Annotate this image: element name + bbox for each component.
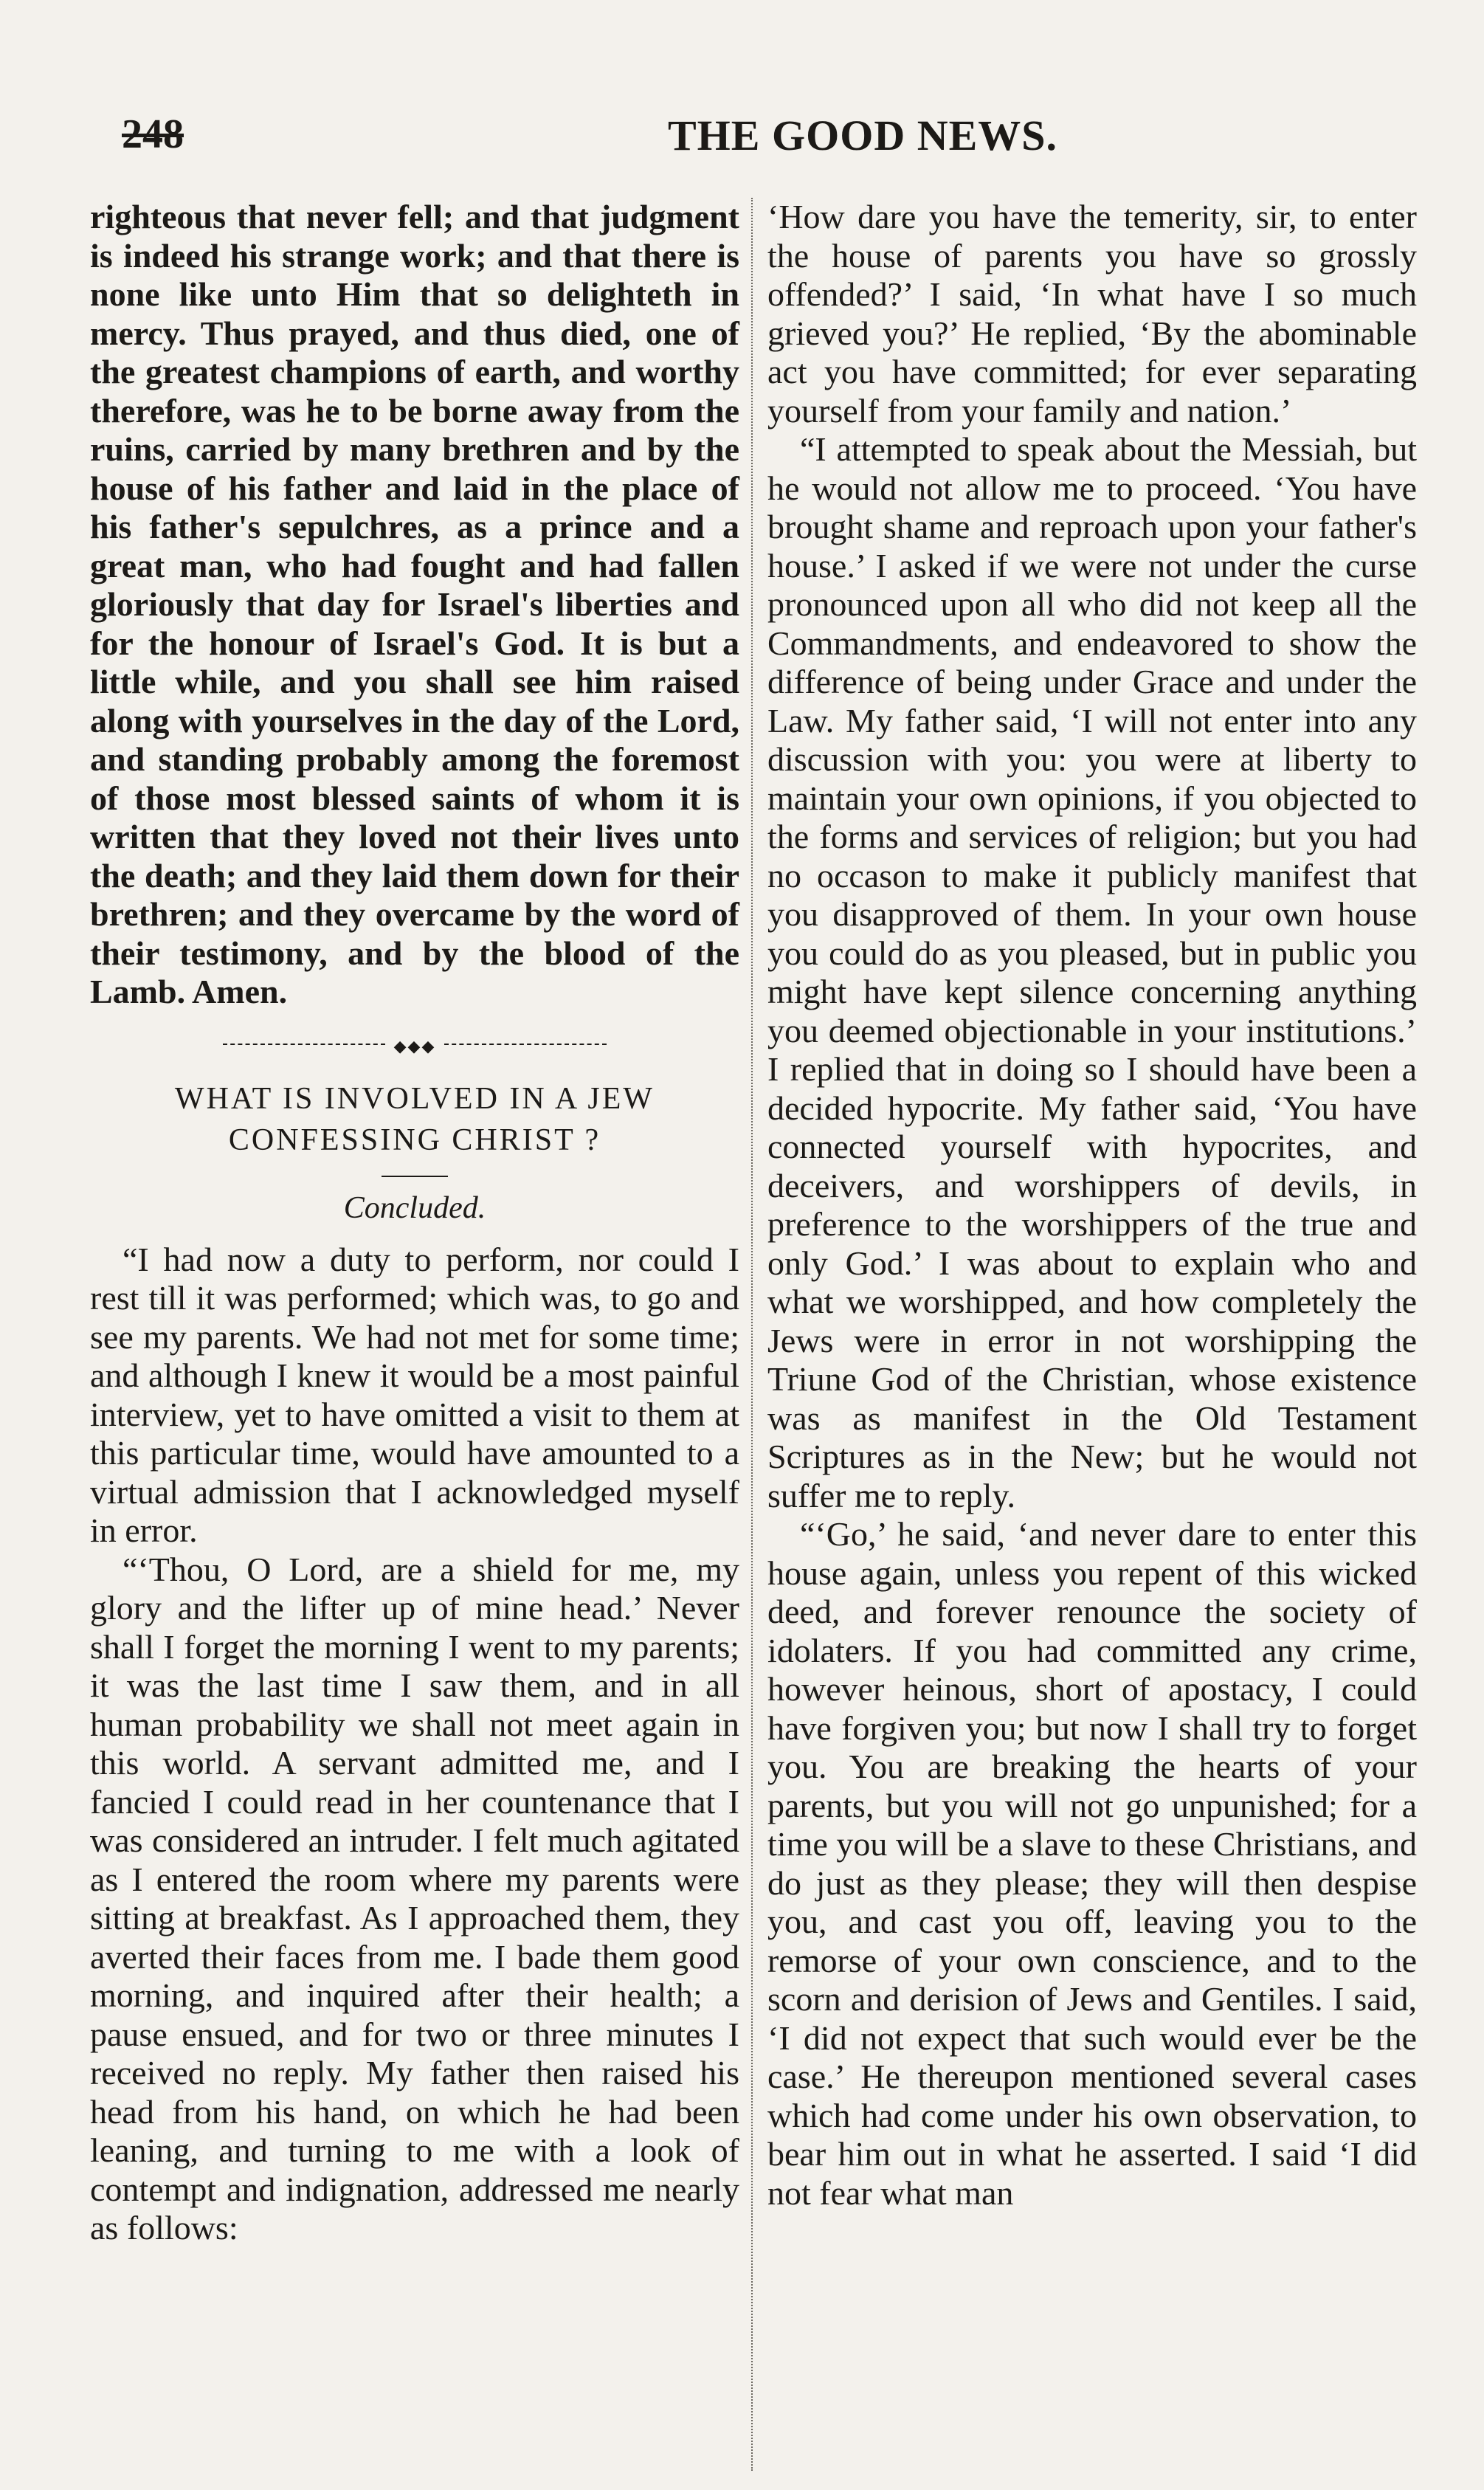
body-paragraph-1: “I had now a duty to perform, nor could I rest till it was performed; which was, to go and see my parents. We had not met for some time; and although I knew it would be a most painful interview, yet to have omitted a visit to them at this particular time, would have amounted to a virtual admission that I acknowledged myself in error. — [90, 1240, 739, 1549]
right-paragraph-3: “‘Go,’ he said, ‘and never dare to enter this house again, unless you repent of this wicked deed, and forever renounce the society of idolaters. If you had committed any crime, however heinous, short of apostacy, I could have forgiven you; but now I shall try to forget you. You are breaking the hearts of your parents, but you will not go unpunished; for a time you will be a slave to these Christians, and do just as they please; they will then despise you, and cast you off, leaving you to the remorse of your own conscience, and to the scorn and derision of Jews and Gentiles. I said, ‘I did not expect that such would ever be the case.’ He thereupon mentioned several cases which had come under his own observation, to bear him out in what he asserted. I said ‘I did not fear what man — [767, 1515, 1417, 2212]
journal-title: THE GOOD NEWS. — [668, 111, 1058, 159]
section-title: WHAT IS INVOLVED IN A JEW CONFESSING CHRIST ? — [174, 1081, 655, 1157]
right-paragraph-1: ‘How dare you have the temerity, sir, to enter the house of parents you have so grossly offended?’ I said, ‘In what have I so much grieved you?’ He replied, ‘By the abominable act you have committed; for ever separating yourself from your family and nation.’ — [767, 198, 1417, 430]
column-divider — [751, 198, 753, 2471]
title-rule — [382, 1176, 448, 1177]
page-number: 248 — [122, 111, 184, 157]
right-paragraph-2: “I attempted to speak about the Messiah, but he would not allow me to proceed. ‘You have brought shame and reproach upon your father's house.’ I asked if we were not under the curse pronounced upon all who did not keep all the Commandments, and endeavored to show the difference of being under Grace and under the Law. My father said, ‘I will not enter into any discussion with you: you were at liberty to maintain your own opinions, if you objected to the forms and services of religion; but you had no occason to make it publicly manifest that you disapproved of them. In your own house you could do as you pleased, but in public you might have kept silence concerning anything you deemed objectionable in your institutions.’ I replied that in doing so I should have been a decided hypocrite. My father said, ‘You have connected yourself with hypocrites, and deceivers, and worshippers of devils, in preference to the worshippers of the true and only God.’ I was about to explain who and what we worshipped, and how completely the Jews were in error in not worshipping the Triune God of the Christian, whose existence was as manifest in the Old Testament Scriptures as in the New; but he would not suffer me to reply. — [767, 430, 1417, 1514]
ornament-glyphs: ◆◆◆ — [393, 1036, 436, 1055]
section-ornament — [223, 1036, 607, 1055]
opening-paragraph: righteous that never fell; and that judgment is indeed his strange work; and that there is none like unto Him that so delighteth in mercy. Thus prayed, and thus died, one of the greatest champions of earth, and worthy therefore, was he to be borne away from the ruins, carried by many brethren and by the house of his father and laid in the place of his father's sepulchres, as a prince and a great man, who had fought and had fallen gloriously that day for Israel's liberties and for the honour of Israel's God. It is but a little while, and you shall see him raised along with yourselves in the day of the Lord, and standing probably among the foremost of those most blessed saints of whom it is written that they loved not their lives unto the death; and they laid them down for their brethren; and they overcame by the word of their testimony, and by the blood of the Lamb. Amen. — [90, 198, 739, 1010]
left-column — [90, 198, 739, 2248]
page-header — [122, 111, 1435, 170]
right-column — [767, 198, 1417, 2213]
body-paragraph-2: “‘Thou, O Lord, are a shield for me, my glory and the lifter up of mine head.’ Never shall I forget the morning I went to my parents; it was the last time I saw them, and in all human probability we shall not meet again in this world. A servant admitted me, and I fancied I could read in her countenance that I was considered an intruder. I felt much agitated as I entered the room where my parents were sitting at breakfast. As I approached them, they averted their faces from me. I bade them good morning, and inquired after their health; a pause ensued, and for two or three minutes I received no reply. My father then raised his head from his hand, on which he had been leaning, and turning to me with a look of contempt and indignation, addressed me nearly as follows: — [90, 1550, 739, 2246]
section-subtitle: Concluded. — [343, 1190, 486, 1225]
